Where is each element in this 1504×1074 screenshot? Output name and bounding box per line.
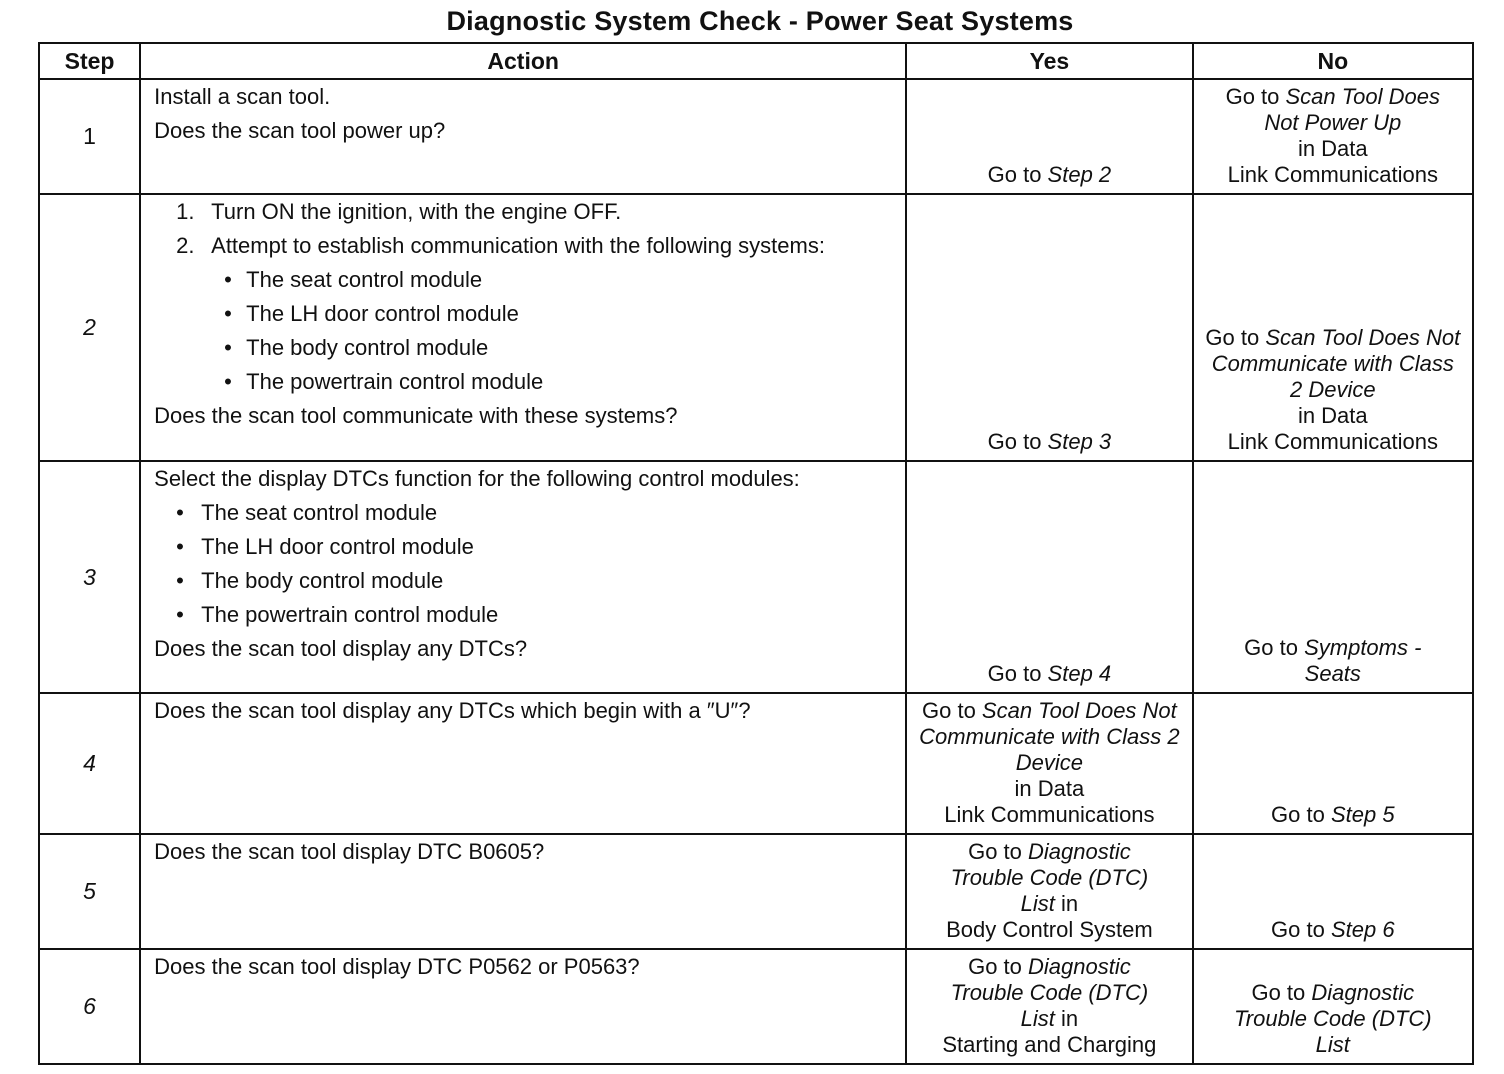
no-cell	[1193, 194, 1473, 461]
bullet-text: The seat control module	[201, 500, 438, 525]
action-cell	[140, 834, 906, 949]
bullet-icon: •	[224, 369, 232, 394]
no-suffix-2: Link Communications	[1227, 429, 1438, 454]
yes-suffix-2: Starting and Charging	[942, 1032, 1157, 1057]
no-cell	[1193, 693, 1473, 834]
yes-suffix-2: Link Communications	[944, 802, 1155, 827]
yes-link[interactable]: Step 4	[1047, 661, 1112, 686]
no-prefix: Go to	[1271, 917, 1331, 942]
yes-suffix-1: in Data	[1014, 776, 1085, 801]
action-question: Does the scan tool communicate with these systems?	[154, 403, 678, 428]
yes-prefix: Go to	[968, 954, 1028, 979]
bullet-text: The seat control module	[246, 267, 483, 292]
item-text: Attempt to establish communication with the following systems:	[211, 233, 825, 258]
bullet-icon: •	[224, 301, 232, 326]
table-row	[39, 949, 1473, 1064]
yes-link[interactable]: Step 2	[1047, 162, 1112, 187]
step-number: 5	[39, 834, 140, 949]
yes-prefix: Go to	[968, 839, 1028, 864]
bullet-text: The LH door control module	[201, 534, 474, 559]
yes-prefix: Go to	[987, 162, 1048, 187]
bullet-item	[224, 301, 895, 327]
bullet-icon: •	[176, 534, 184, 559]
action-question: Does the scan tool display DTC P0562 or P0563?	[154, 954, 640, 979]
item-number: 1.	[176, 199, 195, 224]
yes-link[interactable]: Diagnostic Trouble Code (DTC) List	[950, 839, 1149, 916]
numbered-item	[176, 233, 895, 259]
table-row	[39, 79, 1473, 194]
no-cell	[1193, 79, 1473, 194]
step-number: 4	[39, 693, 140, 834]
no-prefix: Go to	[1205, 325, 1266, 350]
action-question: Does the scan tool display any DTCs?	[154, 636, 528, 661]
no-prefix: Go to	[1225, 84, 1286, 109]
bullet-item	[224, 335, 895, 361]
yes-prefix: Go to	[922, 698, 982, 723]
item-number: 2.	[176, 233, 195, 258]
no-link[interactable]: Scan Tool Does Not Communicate with Class 2 Device	[1211, 325, 1461, 402]
no-prefix: Go to	[1251, 980, 1312, 1005]
header-action: Action	[140, 43, 906, 79]
yes-suffix-2: Body Control System	[946, 917, 1153, 942]
step-number: 6	[39, 949, 140, 1064]
diagnostic-table	[38, 42, 1474, 1065]
numbered-item	[176, 199, 895, 225]
step-number: 2	[39, 194, 140, 461]
yes-suffix-inline: in	[1054, 1006, 1079, 1031]
yes-link[interactable]: Step 3	[1047, 429, 1112, 454]
no-suffix-1: in Data	[1297, 136, 1368, 161]
no-link-continued[interactable]: Seats	[1304, 661, 1361, 686]
no-link[interactable]: Scan Tool Does Not Power Up	[1264, 84, 1441, 135]
yes-cell	[906, 693, 1192, 834]
yes-link[interactable]: Scan Tool Does Not Communicate with Class 2 Device	[919, 698, 1180, 775]
no-cell	[1193, 461, 1473, 693]
action-intro: Select the display DTCs function for the following control modules:	[154, 466, 800, 491]
action-cell	[140, 949, 906, 1064]
bullet-icon: •	[176, 500, 184, 525]
no-link[interactable]: Symptoms -	[1304, 635, 1422, 660]
bullet-text: The powertrain control module	[201, 602, 499, 627]
no-prefix: Go to	[1271, 802, 1331, 827]
yes-cell	[906, 194, 1192, 461]
bullet-item	[176, 500, 895, 526]
bullet-text: The body control module	[246, 335, 489, 360]
bullet-text: The powertrain control module	[246, 369, 544, 394]
header-step: Step	[39, 43, 140, 79]
step-number: 3	[39, 461, 140, 693]
yes-suffix-inline: in	[1054, 891, 1079, 916]
step-number: 1	[39, 79, 140, 194]
no-cell	[1193, 949, 1473, 1064]
table-row	[39, 194, 1473, 461]
bullet-item	[176, 534, 895, 560]
bullet-text: The LH door control module	[246, 301, 519, 326]
table-row	[39, 693, 1473, 834]
table-header-row	[39, 43, 1473, 79]
action-cell	[140, 693, 906, 834]
header-no: No	[1193, 43, 1473, 79]
yes-cell	[906, 79, 1192, 194]
action-cell	[140, 461, 906, 693]
bullet-item	[224, 369, 895, 395]
yes-cell	[906, 461, 1192, 693]
action-cell	[140, 79, 906, 194]
page-title: Diagnostic System Check - Power Seat Systems	[446, 6, 1074, 36]
yes-link[interactable]: Diagnostic Trouble Code (DTC) List	[950, 954, 1149, 1031]
header-yes: Yes	[906, 43, 1192, 79]
action-cell	[140, 194, 906, 461]
table-row	[39, 461, 1473, 693]
bullet-icon: •	[176, 568, 184, 593]
bullet-item	[176, 602, 895, 628]
item-text: Turn ON the ignition, with the engine OFF.	[211, 199, 622, 224]
bullet-item	[176, 568, 895, 594]
bullet-item	[224, 267, 895, 293]
no-suffix-1: in Data	[1297, 403, 1368, 428]
action-question: Does the scan tool display any DTCs which begin with a ″U″?	[154, 698, 751, 723]
action-line: Install a scan tool.	[154, 84, 331, 109]
no-prefix: Go to	[1244, 635, 1305, 660]
no-cell	[1193, 834, 1473, 949]
no-link[interactable]: Diagnostic Trouble Code (DTC) List	[1233, 980, 1432, 1057]
bullet-icon: •	[176, 602, 184, 627]
no-suffix-2: Link Communications	[1227, 162, 1438, 187]
bullet-icon: •	[224, 267, 232, 292]
bullet-text: The body control module	[201, 568, 444, 593]
yes-prefix: Go to	[987, 429, 1048, 454]
action-question: Does the scan tool power up?	[154, 118, 446, 143]
no-link[interactable]: Step 5	[1330, 802, 1395, 827]
bullet-icon: •	[224, 335, 232, 360]
yes-cell	[906, 834, 1192, 949]
yes-prefix: Go to	[987, 661, 1048, 686]
action-question: Does the scan tool display DTC B0605?	[154, 839, 545, 864]
no-link[interactable]: Step 6	[1330, 917, 1395, 942]
yes-cell	[906, 949, 1192, 1064]
table-row	[39, 834, 1473, 949]
